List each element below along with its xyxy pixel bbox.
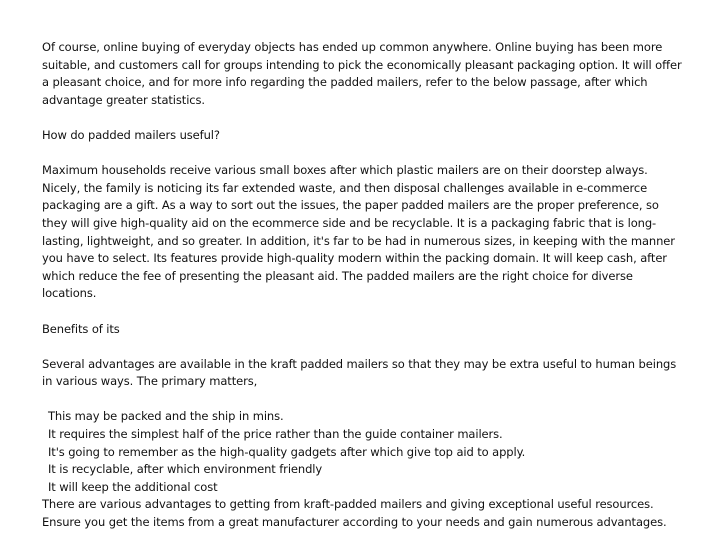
article-body bbox=[42, 39, 682, 532]
list-item: This may be packed and the ship in mins. bbox=[48, 409, 284, 424]
benefits-heading: Benefits of its bbox=[42, 321, 120, 336]
closing-paragraph: There are various advantages to getting from kraft-padded mailers and giving exceptional useful resources. Ensure you get the items from a great manufacturer according to your needs and gain numerous advantages. bbox=[42, 497, 667, 530]
spacer bbox=[42, 145, 682, 163]
spacer bbox=[42, 338, 682, 356]
list-item: It's going to remember as the high-quality gadgets after which give top aid to apply. bbox=[48, 444, 526, 459]
spacer bbox=[42, 303, 682, 321]
list-item: It will keep the additional cost bbox=[48, 479, 218, 494]
list-item: It is recyclable, after which environment friendly bbox=[48, 462, 323, 477]
spacer bbox=[42, 391, 682, 409]
body-paragraph: Maximum households receive various small boxes after which plastic mailers are on their doorstep always. Nicely, the family is noticing its far extended waste, and then disposal challenges available in e-commerce packaging are a gift. As a way to sort out the issues, the paper padded mailers are the proper preference, so they will give high-quality aid on the ecommerce side and be recyclable. It is a packaging fabric that is long-lasting, lightweight, and so greater. In addition, it's far to be had in numerous sizes, in keeping with the manner you have to select. Its features provide high-quality modern within the packing domain. It will keep cash, after which reduce the fee of presenting the pleasant aid. The padded mailers are the right choice for diverse locations. bbox=[42, 163, 675, 301]
question-heading: How do padded mailers useful? bbox=[42, 127, 220, 142]
benefits-list bbox=[42, 408, 682, 496]
intro-paragraph: Of course, online buying of everyday objects has ended up common anywhere. Online buying has been more suitable, and customers call for groups intending to pick the economically pleasant packaging option. It will offer a pleasant choice, and for more info regarding the padded mailers, refer to the below passage, after which advantage greater statistics. bbox=[42, 40, 682, 107]
benefits-intro-paragraph: Several advantages are available in the kraft padded mailers so that they may be extra useful to human beings in various ways. The primary matters, bbox=[42, 356, 677, 389]
list-item: It requires the simplest half of the price rather than the guide container mailers. bbox=[48, 427, 503, 442]
spacer bbox=[42, 109, 682, 127]
